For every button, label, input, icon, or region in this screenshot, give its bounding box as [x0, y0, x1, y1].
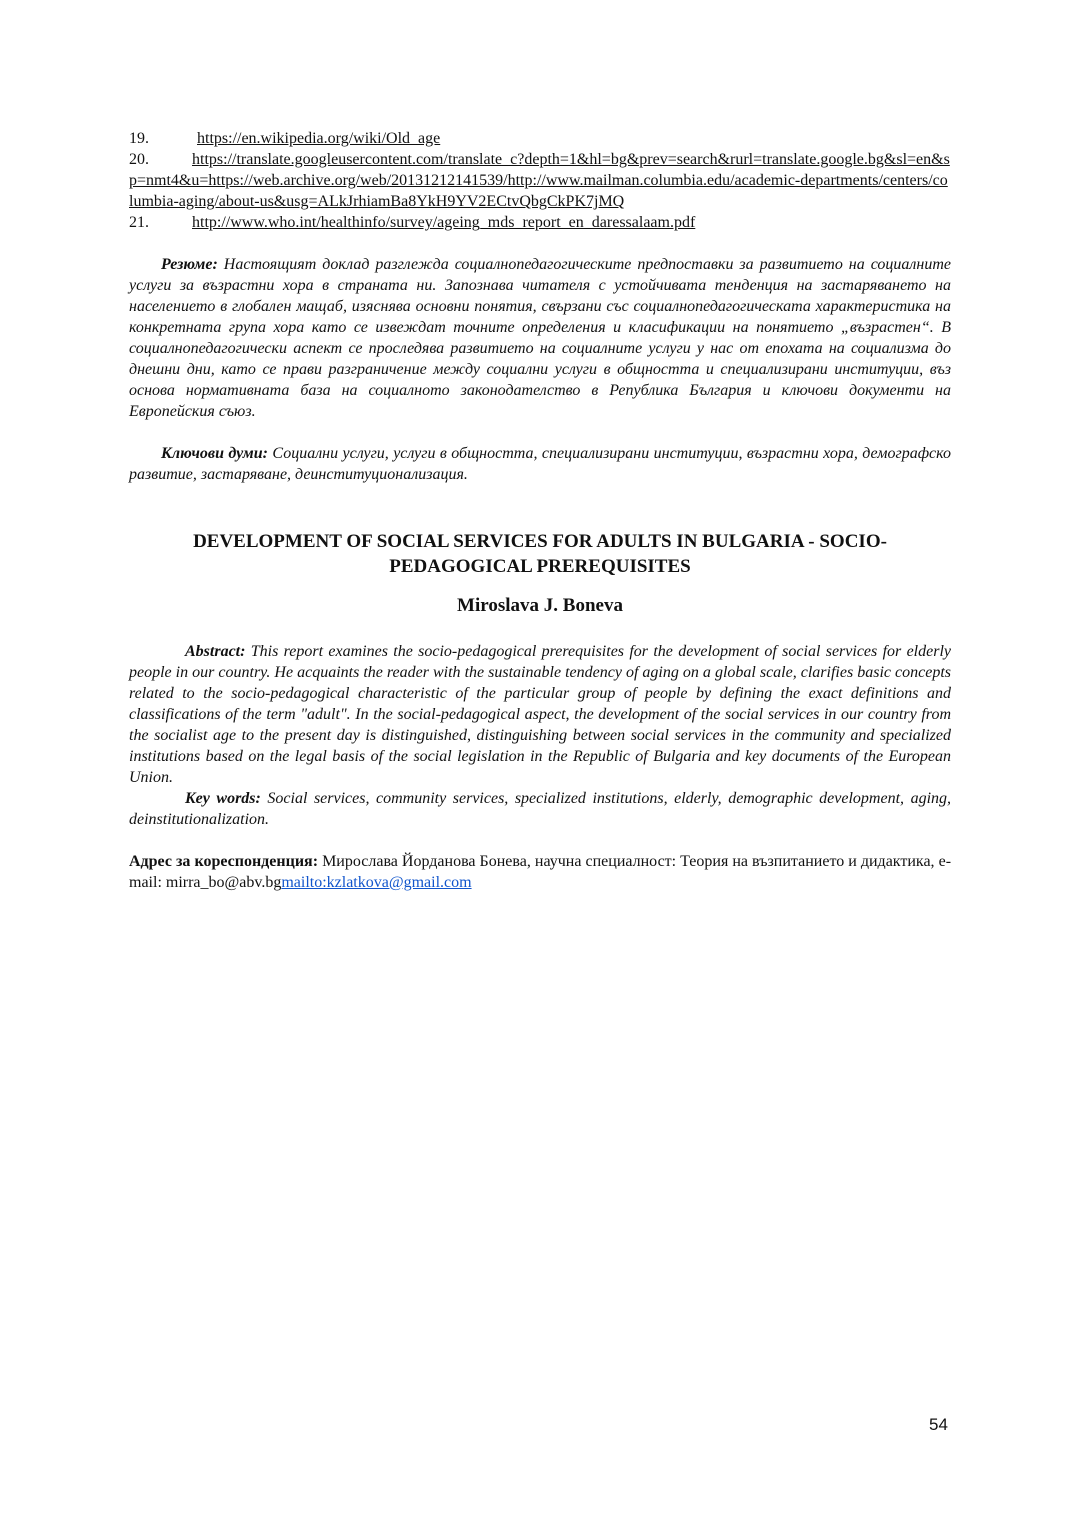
- resume-text: Настоящият доклад разглежда социалнопедагогическите предпоставки за развитието на социалните услуги за възрастни хора в страната ни. Запознава читателя с устойчивата тенденция на застаряването на населението в глобален мащаб, изяснява основни понятия, свързани със социалнопедагогическата характеристика на конкретната група хора като се извеждат точните определения и класификации на понятието „възрастен“. В социалнопедагогически аспект се проследява развитието на социалните услуги у нас от епохата на социализма до днешни дни, като се прави разграничение между социални услуги в общността и специализирани институции, въз основа нормативната база на социалното законодателство в Република България и ключови документи на Европейския съюз.: [129, 256, 951, 420]
- keywords-bg-label: Ключови думи:: [161, 445, 268, 462]
- reference-number: 19.: [129, 130, 149, 147]
- correspondence-text: Мирослава Йорданова Бонева, научна специалност: Теория на възпитанието и дидактика, e-mail: mirra_bo@abv.bg: [129, 853, 952, 891]
- reference-number: 21.: [129, 214, 149, 231]
- correspondence-paragraph: [129, 851, 951, 893]
- abstract-paragraph: [129, 641, 951, 788]
- reference-item: [129, 128, 951, 149]
- keywords-en-paragraph: [129, 788, 951, 830]
- abstract-text: This report examines the socio-pedagogical prerequisites for the development of social services for elderly people in our country. He acquaints the reader with the sustainable tendency of aging on a global scale, clarifies basic concepts related to the socio-pedagogical characteristic of the particular group of people by defining the exact definitions and classifications of the term "adult". In the social-pedagogical aspect, the development of the social services in our country from the socialist age to the present day is distinguished, distinguishing between social services in the community and specialized institutions based on the legal basis of the social legislation in the Republic of Bulgaria and key documents of the European Union.: [129, 643, 952, 786]
- paper-title: DEVELOPMENT OF SOCIAL SERVICES FOR ADULTS IN BULGARIA - SOCIO-PEDAGOGICAL PREREQUISITES: [193, 531, 887, 577]
- resume-label: Резюме:: [161, 256, 218, 273]
- reference-number: 20.: [129, 151, 149, 168]
- page-content: [129, 128, 951, 909]
- reference-link[interactable]: https://en.wikipedia.org/wiki/Old_age: [197, 130, 441, 147]
- reference-link[interactable]: https://translate.googleusercontent.com/translate_c?depth=1&hl=bg&prev=search&rurl=translate.google.bg&sl=en&sp=nmt4&u=https://web.archive.org/web/20131212141539/http://www.mailman.columbia.edu/academic-departments/centers/columbia-aging/about-us&usg=ALkJrhiamBa8YkH9YV2ECtvQbgCkPK7jMQ: [129, 151, 950, 210]
- keywords-en-text: Social services, community services, specialized institutions, elderly, demographic development, aging, deinstitutionalization.: [129, 790, 952, 828]
- email-link[interactable]: mailto:kzlatkova@gmail.com: [281, 874, 472, 891]
- reference-link[interactable]: http://www.who.int/healthinfo/survey/ageing_mds_report_en_daressalaam.pdf: [192, 214, 696, 231]
- correspondence-label: Адрес за кореспонденция:: [129, 853, 319, 870]
- abstract-label: Abstract:: [185, 643, 246, 660]
- keywords-en-label: Key words:: [185, 790, 261, 807]
- resume-paragraph: [129, 254, 951, 422]
- keywords-bg-text: Социални услуги, услуги в общността, специализирани институции, възрастни хора, демографско развитие, застаряване, деинституционализация.: [129, 445, 952, 483]
- page-number: 54: [929, 1415, 948, 1434]
- reference-item: [129, 149, 951, 212]
- reference-list: [129, 128, 951, 233]
- author-name: Miroslava J. Boneva: [457, 595, 623, 616]
- reference-item: [129, 212, 951, 233]
- keywords-bg-paragraph: [129, 443, 951, 485]
